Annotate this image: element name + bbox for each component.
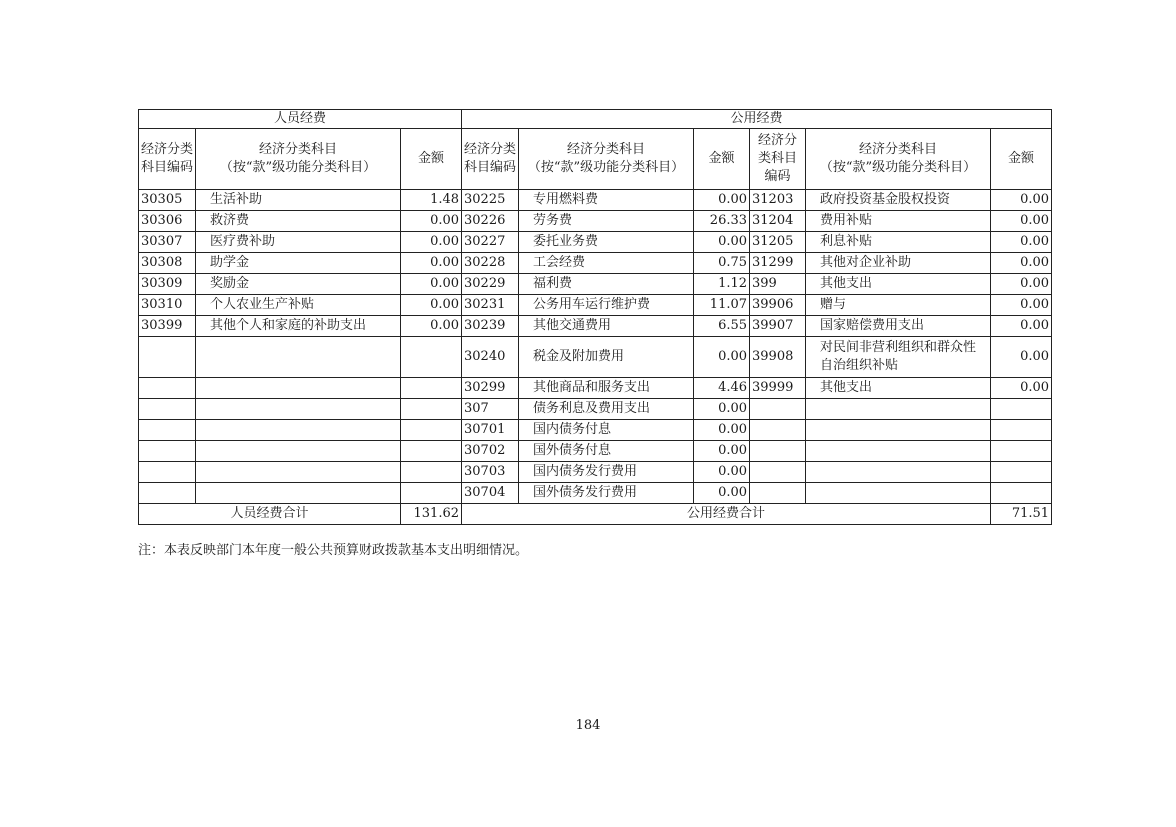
public-total-value: 71.51	[991, 504, 1052, 525]
cell-p-name: 生活补助	[196, 190, 401, 211]
cell-g-amt: 1.12	[694, 274, 750, 295]
cell-p-code: 30309	[139, 274, 196, 295]
header-amount: 金额	[991, 129, 1052, 190]
cell-p-code	[139, 337, 196, 378]
cell-h-name	[806, 420, 991, 441]
table-row	[139, 462, 1052, 483]
cell-p-amt: 0.00	[401, 253, 462, 274]
cell-p-code: 30306	[139, 211, 196, 232]
cell-g-code: 30704	[462, 483, 519, 504]
footnote: 注：本表反映部门本年度一般公共预算财政拨款基本支出明细情况。	[138, 543, 529, 558]
cell-g-name: 国内债务发行费用	[519, 462, 694, 483]
table-row	[139, 420, 1052, 441]
cell-h-amt	[991, 462, 1052, 483]
cell-p-code	[139, 378, 196, 399]
cell-p-code	[139, 441, 196, 462]
cell-p-code	[139, 483, 196, 504]
cell-p-amt	[401, 378, 462, 399]
cell-h-amt: 0.00	[991, 253, 1052, 274]
cell-g-amt: 6.55	[694, 316, 750, 337]
header-code: 经济分类科目编码	[750, 129, 806, 190]
cell-p-name: 个人农业生产补贴	[196, 295, 401, 316]
cell-p-name: 救济费	[196, 211, 401, 232]
cell-p-amt	[401, 441, 462, 462]
header-subject	[806, 129, 991, 190]
cell-h-name: 国家赔偿费用支出	[806, 316, 991, 337]
cell-h-code: 399	[750, 274, 806, 295]
cell-g-code: 30225	[462, 190, 519, 211]
cell-p-name	[196, 483, 401, 504]
cell-h-code	[750, 441, 806, 462]
header-subject-line1: 经济分类科目	[258, 142, 337, 157]
cell-h-name	[806, 441, 991, 462]
header-subject	[196, 129, 401, 190]
section-personnel-heading: 人员经费	[139, 110, 462, 129]
cell-p-amt	[401, 337, 462, 378]
cell-p-code	[139, 399, 196, 420]
cell-p-amt	[401, 399, 462, 420]
cell-h-amt: 0.00	[991, 295, 1052, 316]
cell-p-code: 30310	[139, 295, 196, 316]
cell-p-amt: 0.00	[401, 232, 462, 253]
cell-p-amt: 1.48	[401, 190, 462, 211]
cell-p-name	[196, 441, 401, 462]
cell-h-code: 39999	[750, 378, 806, 399]
table-row	[139, 399, 1052, 420]
cell-h-name: 其他支出	[806, 378, 991, 399]
cell-g-name: 债务利息及费用支出	[519, 399, 694, 420]
personnel-total-value: 131.62	[401, 504, 462, 525]
cell-p-amt	[401, 420, 462, 441]
section-public-heading: 公用经费	[462, 110, 1052, 129]
cell-p-amt: 0.00	[401, 211, 462, 232]
cell-g-amt: 0.00	[694, 462, 750, 483]
cell-h-code: 31205	[750, 232, 806, 253]
table-row	[139, 274, 1052, 295]
header-subject-line1: 经济分类科目	[567, 142, 646, 157]
cell-g-name: 其他商品和服务支出	[519, 378, 694, 399]
table-row	[139, 253, 1052, 274]
cell-h-amt: 0.00	[991, 316, 1052, 337]
cell-h-amt: 0.00	[991, 190, 1052, 211]
cell-p-code: 30399	[139, 316, 196, 337]
personnel-total-label: 人员经费合计	[139, 504, 401, 525]
cell-g-code: 307	[462, 399, 519, 420]
header-subject-line2: （按“款”级功能分类科目）	[219, 160, 377, 175]
cell-g-name: 国外债务发行费用	[519, 483, 694, 504]
cell-h-code	[750, 462, 806, 483]
cell-h-name: 利息补贴	[806, 232, 991, 253]
cell-g-code: 30703	[462, 462, 519, 483]
cell-h-code: 39907	[750, 316, 806, 337]
header-subject-line2: （按“款”级功能分类科目）	[527, 160, 685, 175]
header-subject-line2: （按“款”级功能分类科目）	[819, 160, 977, 175]
cell-h-amt	[991, 399, 1052, 420]
table-row	[139, 190, 1052, 211]
expense-detail-table	[138, 109, 1052, 525]
cell-h-amt: 0.00	[991, 211, 1052, 232]
cell-g-amt: 0.00	[694, 441, 750, 462]
cell-h-amt	[991, 483, 1052, 504]
cell-h-name: 对民间非营利组织和群众性自治组织补贴	[806, 337, 991, 378]
cell-h-amt	[991, 441, 1052, 462]
cell-h-code: 39908	[750, 337, 806, 378]
table-row	[139, 483, 1052, 504]
cell-p-name	[196, 337, 401, 378]
cell-g-code: 30231	[462, 295, 519, 316]
cell-g-amt: 0.00	[694, 399, 750, 420]
cell-g-amt: 4.46	[694, 378, 750, 399]
cell-g-name: 国外债务付息	[519, 441, 694, 462]
cell-p-amt	[401, 462, 462, 483]
cell-g-code: 30229	[462, 274, 519, 295]
cell-h-code: 31299	[750, 253, 806, 274]
cell-g-amt: 11.07	[694, 295, 750, 316]
cell-g-code: 30702	[462, 441, 519, 462]
cell-p-amt: 0.00	[401, 274, 462, 295]
cell-p-code	[139, 462, 196, 483]
cell-g-name: 税金及附加费用	[519, 337, 694, 378]
cell-p-amt: 0.00	[401, 295, 462, 316]
cell-g-name: 工会经费	[519, 253, 694, 274]
header-subject	[519, 129, 694, 190]
cell-h-code	[750, 399, 806, 420]
table-row	[139, 295, 1052, 316]
cell-g-amt: 0.00	[694, 483, 750, 504]
cell-p-amt	[401, 483, 462, 504]
cell-g-amt: 26.33	[694, 211, 750, 232]
cell-g-name: 劳务费	[519, 211, 694, 232]
cell-p-name	[196, 462, 401, 483]
cell-p-code: 30305	[139, 190, 196, 211]
cell-h-code: 31204	[750, 211, 806, 232]
cell-p-code	[139, 420, 196, 441]
cell-p-name: 助学金	[196, 253, 401, 274]
cell-h-amt: 0.00	[991, 337, 1052, 378]
header-amount: 金额	[401, 129, 462, 190]
cell-p-code: 30308	[139, 253, 196, 274]
table-row	[139, 378, 1052, 399]
cell-p-amt: 0.00	[401, 316, 462, 337]
cell-p-name: 其他个人和家庭的补助支出	[196, 316, 401, 337]
header-subject-line1: 经济分类科目	[859, 142, 938, 157]
cell-g-code: 30228	[462, 253, 519, 274]
table-row	[139, 316, 1052, 337]
cell-h-amt: 0.00	[991, 378, 1052, 399]
cell-g-name: 福利费	[519, 274, 694, 295]
table-row	[139, 337, 1052, 378]
table-row	[139, 211, 1052, 232]
cell-g-code: 30239	[462, 316, 519, 337]
cell-g-name: 专用燃料费	[519, 190, 694, 211]
cell-h-name: 其他支出	[806, 274, 991, 295]
cell-h-amt: 0.00	[991, 274, 1052, 295]
cell-g-name: 其他交通费用	[519, 316, 694, 337]
cell-g-amt: 0.00	[694, 337, 750, 378]
cell-p-name	[196, 420, 401, 441]
cell-h-amt	[991, 420, 1052, 441]
cell-g-code: 30701	[462, 420, 519, 441]
cell-g-code: 30227	[462, 232, 519, 253]
cell-g-amt: 0.00	[694, 190, 750, 211]
cell-p-name: 奖励金	[196, 274, 401, 295]
cell-p-name	[196, 399, 401, 420]
cell-h-code	[750, 483, 806, 504]
cell-h-code: 31203	[750, 190, 806, 211]
cell-p-name: 医疗费补助	[196, 232, 401, 253]
table-row	[139, 232, 1052, 253]
cell-p-code: 30307	[139, 232, 196, 253]
cell-h-name	[806, 462, 991, 483]
header-code: 经济分类科目编码	[139, 129, 196, 190]
cell-h-code	[750, 420, 806, 441]
cell-g-amt: 0.75	[694, 253, 750, 274]
cell-p-name	[196, 378, 401, 399]
cell-g-name: 公务用车运行维护费	[519, 295, 694, 316]
cell-g-amt: 0.00	[694, 420, 750, 441]
cell-h-name: 其他对企业补助	[806, 253, 991, 274]
cell-g-amt: 0.00	[694, 232, 750, 253]
cell-g-name: 委托业务费	[519, 232, 694, 253]
header-amount: 金额	[694, 129, 750, 190]
cell-h-name	[806, 483, 991, 504]
cell-g-code: 30240	[462, 337, 519, 378]
page-number: 184	[575, 718, 601, 733]
cell-g-code: 30226	[462, 211, 519, 232]
cell-h-name: 费用补贴	[806, 211, 991, 232]
table-row	[139, 441, 1052, 462]
public-total-label: 公用经费合计	[462, 504, 991, 525]
cell-h-name: 赠与	[806, 295, 991, 316]
header-code: 经济分类科目编码	[462, 129, 519, 190]
cell-g-code: 30299	[462, 378, 519, 399]
cell-h-code: 39906	[750, 295, 806, 316]
cell-h-name	[806, 399, 991, 420]
cell-h-name: 政府投资基金股权投资	[806, 190, 991, 211]
cell-g-name: 国内债务付息	[519, 420, 694, 441]
cell-h-amt: 0.00	[991, 232, 1052, 253]
